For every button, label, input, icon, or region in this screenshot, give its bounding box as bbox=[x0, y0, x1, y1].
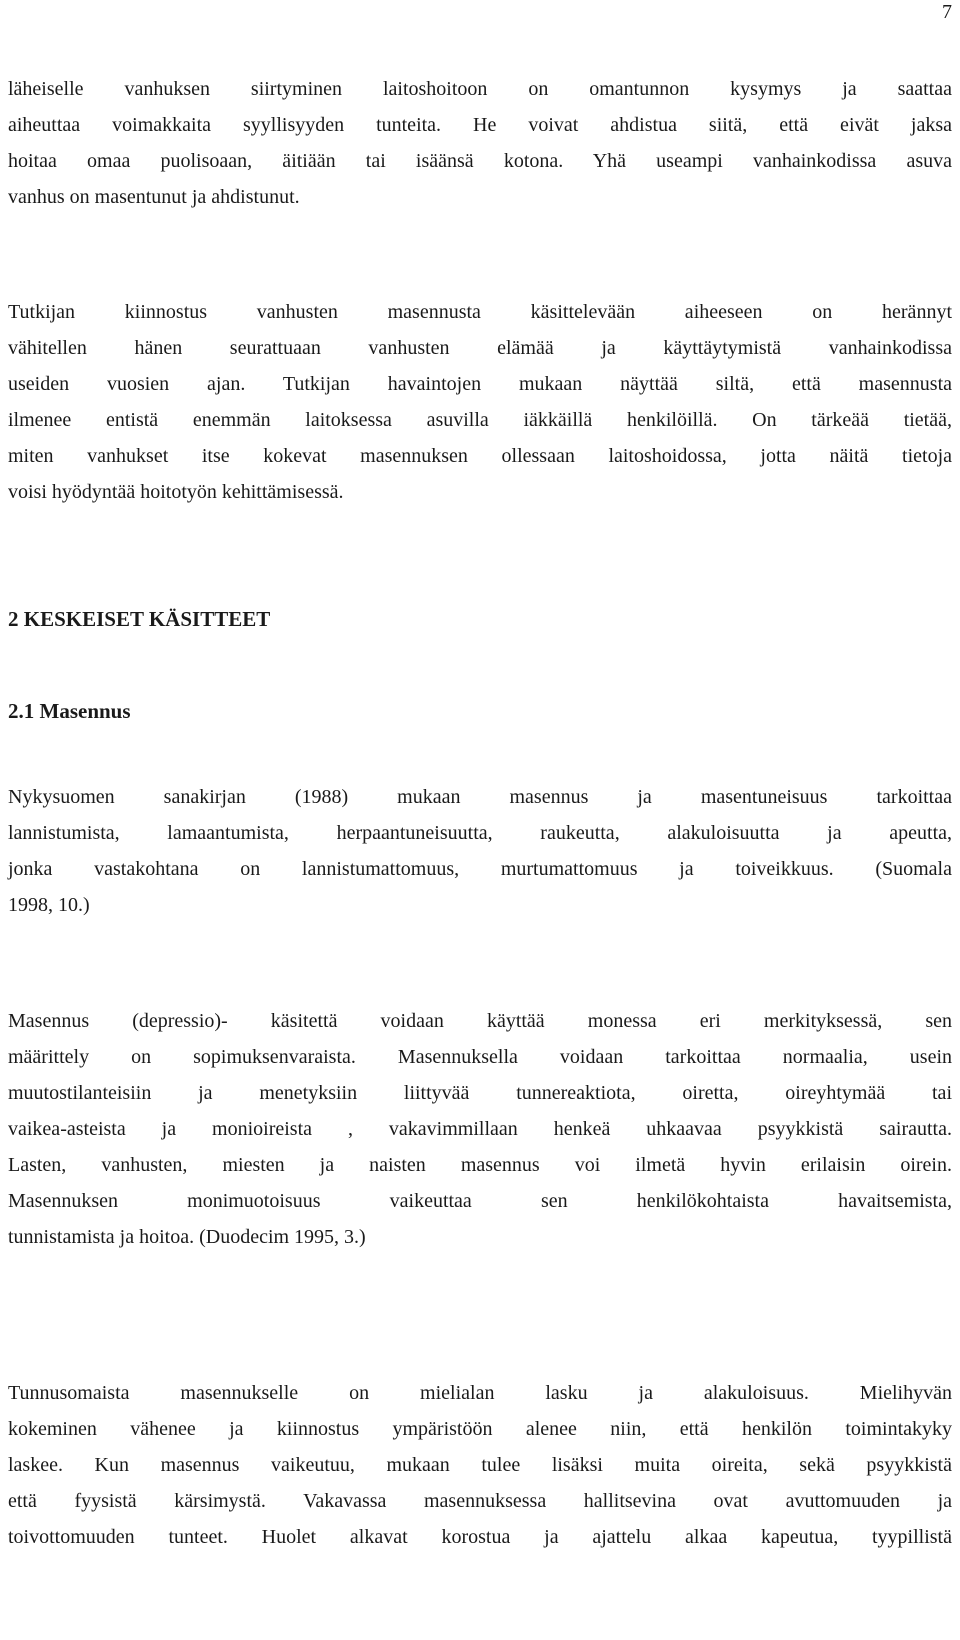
text-line: lannistumista, lamaantumista, herpaantuneisuutta, raukeutta, alakuloisuutta ja apeutta, bbox=[8, 822, 952, 844]
page-number: 7 bbox=[942, 1, 952, 23]
text-line: hoitaa omaa puolisoaan, äitiään tai isäänsä kotona. Yhä useampi vanhainkodissa asuva bbox=[8, 150, 952, 172]
text-line: useiden vuosien ajan. Tutkijan havaintojen mukaan näyttää siltä, että masennusta bbox=[8, 373, 952, 395]
text-line: kokeminen vähenee ja kiinnostus ympäristöön alenee niin, että henkilön toimintakyky bbox=[8, 1418, 952, 1440]
text-line: määrittely on sopimuksenvaraista. Masennuksella voidaan tarkoittaa normaalia, usein bbox=[8, 1046, 952, 1068]
text-line: laskee. Kun masennus vaikeutuu, mukaan tulee lisäksi muita oireita, sekä psyykkistä bbox=[8, 1454, 952, 1476]
text-line: Masennus (depressio)- käsitettä voidaan käyttää monessa eri merkityksessä, sen bbox=[8, 1010, 952, 1032]
text-line: aiheuttaa voimakkaita syyllisyyden tunteita. He voivat ahdistua siitä, että eivät jaksa bbox=[8, 114, 952, 136]
text-line: Tunnusomaista masennukselle on mielialan lasku ja alakuloisuus. Mielihyvän bbox=[8, 1382, 952, 1404]
subsection-heading: 2.1 Masennus bbox=[8, 699, 131, 723]
text-line: vähitellen hänen seurattuaan vanhusten elämää ja käyttäytymistä vanhainkodissa bbox=[8, 337, 952, 359]
text-line: voisi hyödyntää hoitotyön kehittämisessä. bbox=[8, 481, 344, 503]
intro-paragraph bbox=[8, 71, 952, 215]
definition-paragraph bbox=[8, 779, 952, 923]
text-line: läheiselle vanhuksen siirtyminen laitoshoitoon on omantunnon kysymys ja saattaa bbox=[8, 78, 952, 100]
section-heading: 2 KESKEISET KÄSITTEET bbox=[8, 607, 271, 631]
text-line: vaikea-asteista ja monioireista , vakavimmillaan henkeä uhkaavaa psyykkistä sairautta. bbox=[8, 1118, 952, 1140]
text-line: Nykysuomen sanakirjan (1988) mukaan masennus ja masentuneisuus tarkoittaa bbox=[8, 786, 952, 808]
depression-paragraph bbox=[8, 1003, 952, 1255]
text-line: vanhus on masentunut ja ahdistunut. bbox=[8, 186, 300, 208]
researcher-paragraph bbox=[8, 294, 952, 510]
text-line: tunnistamista ja hoitoa. (Duodecim 1995, 3.) bbox=[8, 1226, 366, 1248]
text-line: ilmenee entistä enemmän laitoksessa asuvilla iäkkäillä henkilöillä. On tärkeää tietää, bbox=[8, 409, 952, 431]
text-line: 1998, 10.) bbox=[8, 894, 90, 916]
symptoms-paragraph bbox=[8, 1375, 952, 1555]
text-line: muutostilanteisiin ja menetyksiin liittyvää tunnereaktiota, oiretta, oireyhtymää tai bbox=[8, 1082, 952, 1104]
text-line: miten vanhukset itse kokevat masennuksen ollessaan laitoshoidossa, jotta näitä tietoja bbox=[8, 445, 952, 467]
text-line: jonka vastakohtana on lannistumattomuus, murtumattomuus ja toiveikkuus. (Suomala bbox=[8, 858, 952, 880]
text-line: Masennuksen monimuotoisuus vaikeuttaa sen henkilökohtaista havaitsemista, bbox=[8, 1190, 952, 1212]
text-line: että fyysistä kärsimystä. Vakavassa masennuksessa hallitsevina ovat avuttomuuden ja bbox=[8, 1490, 952, 1512]
text-line: toivottomuuden tunteet. Huolet alkavat korostua ja ajattelu alkaa kapeutua, tyypillistä bbox=[8, 1526, 952, 1548]
text-line: Lasten, vanhusten, miesten ja naisten masennus voi ilmetä hyvin erilaisin oirein. bbox=[8, 1154, 952, 1176]
text-line: Tutkijan kiinnostus vanhusten masennusta käsittelevään aiheeseen on herännyt bbox=[8, 301, 952, 323]
